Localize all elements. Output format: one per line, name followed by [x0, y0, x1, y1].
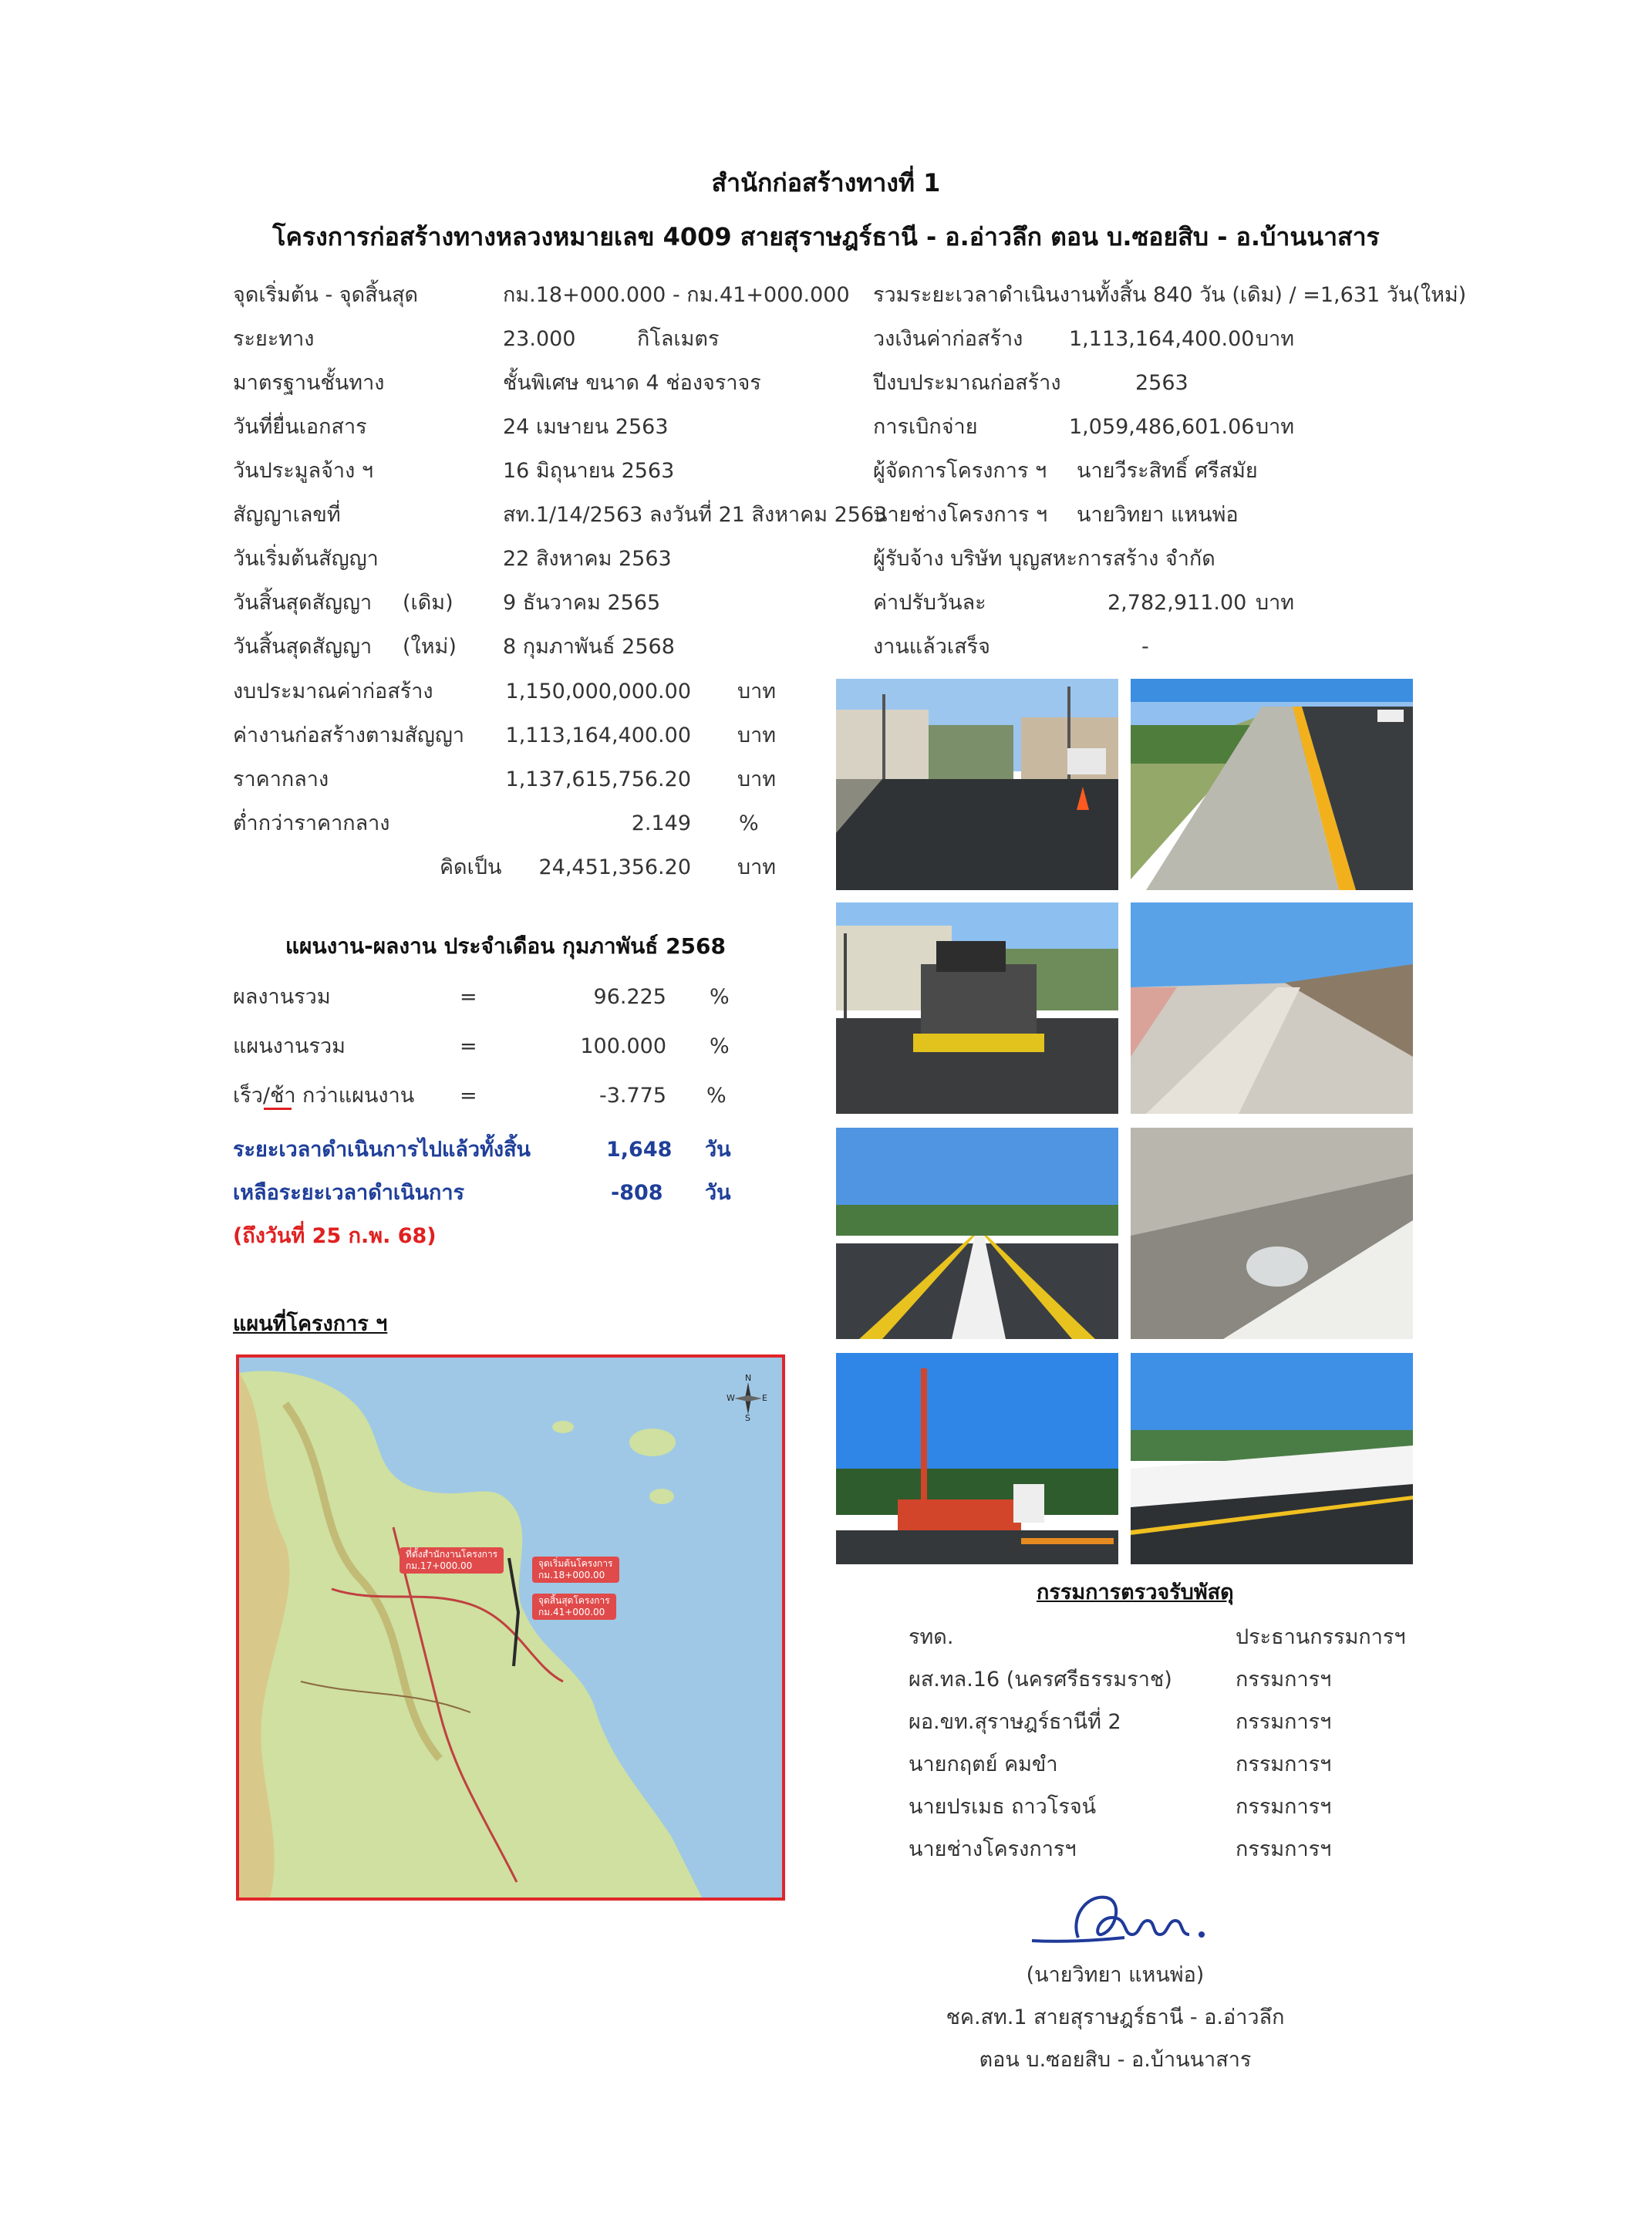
info-note: (ใหม่): [403, 635, 457, 659]
signer-name: (นายวิทยา แหนพ่อ): [1026, 1963, 1205, 1987]
info-label: วันสิ้นสุดสัญญา: [233, 591, 373, 615]
info-label: สัญญาเลขที่: [233, 503, 341, 527]
info-label: วันที่ยื่นเอกสาร: [233, 415, 367, 439]
committee-title: กรรมการตรวจรับพัสดุ: [1037, 1580, 1234, 1604]
info-value: 2,782,911.00: [1108, 591, 1247, 615]
marker-end-km: กม.41+000.00: [538, 1607, 605, 1617]
budget-unit: บาท: [737, 680, 777, 703]
info-value: 1,059,486,601.06: [1069, 415, 1255, 439]
info-label: ผู้จัดการโครงการ ฯ: [873, 459, 1047, 483]
budget-label: ค่างานก่อสร้างตามสัญญา: [233, 724, 465, 747]
progress-unit: %: [706, 1084, 727, 1108]
project-map: [236, 1354, 785, 1901]
progress-value: 96.225: [593, 985, 666, 1009]
budget-value: 24,451,356.20: [538, 855, 691, 879]
compass-west: W: [727, 1393, 735, 1403]
info-label: วันประมูลจ้าง ฯ: [233, 459, 374, 483]
info-value: 24 เมษายน 2563: [503, 415, 669, 439]
info-value: 2563: [1135, 371, 1188, 395]
committee-member: ผอ.ขท.สุราษฎร์ธานีที่ 2: [909, 1710, 1121, 1734]
info-value: 16 มิถุนายน 2563: [503, 459, 675, 483]
budget-value: 1,113,164,400.00: [505, 724, 691, 747]
progress-unit: %: [710, 1034, 730, 1058]
marker-office-km: กม.17+000.00: [406, 1560, 473, 1571]
budget-label: งบประมาณค่าก่อสร้าง: [233, 680, 433, 703]
remaining-label: เหลือระยะเวลาดำเนินการ: [233, 1181, 465, 1205]
compass-south: S: [745, 1413, 750, 1423]
budget-unit: %: [739, 811, 759, 835]
budget-value: 1,150,000,000.00: [505, 680, 691, 703]
committee-role: ประธานกรรมการฯ: [1236, 1625, 1406, 1649]
committee-role: กรรมการฯ: [1236, 1795, 1332, 1819]
budget-label: ราคากลาง: [233, 767, 329, 791]
progress-eq: =: [460, 985, 477, 1009]
project-title: โครงการก่อสร้างทางหลวงหมายเลข 4009 สายสุราษฎร์ธานี - อ.อ่าวลึก ตอน บ.ซอยสิบ - อ.บ้านนาสาร: [272, 222, 1380, 251]
progress-label: แผนงานรวม: [233, 1034, 346, 1058]
compass-north: N: [745, 1373, 752, 1383]
map-title: แผนที่โครงการ ฯ: [233, 1312, 388, 1336]
info-label: งานแล้วเสร็จ: [873, 635, 990, 659]
info-label: ระยะทาง: [233, 327, 315, 351]
committee-role: กรรมการฯ: [1236, 1752, 1332, 1776]
budget-value: 2.149: [631, 811, 691, 835]
progress-eq: =: [460, 1084, 477, 1108]
info-value: 8 กุมภาพันธ์ 2568: [503, 635, 675, 659]
elapsed-value: 1,648: [606, 1138, 673, 1162]
site-photo-pile-rig: [836, 1353, 1118, 1564]
committee-member: ผส.ทล.16 (นครศรีธรรมราช): [909, 1668, 1172, 1692]
info-unit: บาท: [1256, 591, 1295, 615]
info-label: จุดเริ่มต้น - จุดสิ้นสุด: [233, 283, 419, 307]
info-label: วันเริ่มต้นสัญญา: [233, 547, 379, 571]
committee-member: นายกฤตย์ คมขำ: [909, 1752, 1058, 1776]
committee-role: กรรมการฯ: [1236, 1668, 1332, 1692]
remaining-value: -808: [611, 1181, 663, 1205]
site-photo-road-asphalt: [836, 679, 1118, 890]
info-value: นายวิทยา แหนพ่อ: [1077, 503, 1239, 527]
marker-office: [400, 1547, 504, 1574]
info-value: 1,113,164,400.00: [1069, 327, 1255, 351]
info-value: กม.18+000.000 - กม.41+000.000: [503, 283, 850, 307]
info-value: ชั้นพิเศษ ขนาด 4 ช่องจราจร: [503, 371, 761, 395]
signer-position: ชค.สท.1 สายสุราษฎร์ธานี - อ.อ่าวลึก: [946, 2005, 1285, 2029]
committee-member: นายช่างโครงการฯ: [909, 1837, 1077, 1861]
site-photo-underpass: [1131, 1128, 1413, 1339]
map-image: [239, 1358, 782, 1897]
info-value: สท.1/14/2563 ลงวันที่ 21 สิงหาคม 2563: [503, 503, 888, 527]
info-label: ผู้รับจ้าง บริษัท บุญสหะการสร้าง จำกัด: [873, 547, 1215, 571]
compass-east: E: [762, 1393, 767, 1403]
site-photo-concrete-wall: [1131, 902, 1413, 1114]
info-label: ปีงบประมาณก่อสร้าง: [873, 371, 1061, 395]
elapsed-unit: วัน: [705, 1138, 731, 1162]
info-value: นายวีระสิทธิ์ ศรีสมัย: [1077, 459, 1258, 483]
site-photo-barrier: [1131, 1353, 1413, 1564]
progress-label: ผลงานรวม: [233, 985, 331, 1009]
compass-icon: [727, 1373, 770, 1424]
site-photo-finished-road: [836, 1128, 1118, 1339]
progress-unit: %: [710, 985, 730, 1009]
marker-start: [532, 1557, 619, 1583]
info-value: 9 ธันวาคม 2565: [503, 591, 661, 615]
marker-start-km: กม.18+000.00: [538, 1570, 605, 1580]
progress-value: -3.775: [598, 1084, 666, 1108]
committee-role: กรรมการฯ: [1236, 1710, 1332, 1734]
marker-start-label: จุดเริ่มต้นโครงการ: [538, 1558, 613, 1569]
progress-label: เร็ว/ช้า กว่าแผนงาน: [233, 1084, 415, 1108]
budget-unit: บาท: [737, 724, 777, 747]
committee-member: นายปรเมธ ถาวโรจน์: [909, 1795, 1097, 1819]
info-unit: บาท: [1256, 415, 1295, 439]
budget-label: คิดเป็น: [440, 855, 502, 879]
signer-section: ตอน บ.ซอยสิบ - อ.บ้านนาสาร: [979, 2048, 1252, 2072]
committee-member: รทด.: [909, 1625, 954, 1649]
info-unit: บาท: [1256, 327, 1295, 351]
progress-value: 100.000: [580, 1034, 666, 1058]
site-photo-footpath: [1131, 679, 1413, 890]
committee-role: กรรมการฯ: [1236, 1837, 1332, 1861]
budget-unit: บาท: [737, 855, 777, 879]
underline-mark: [264, 1108, 292, 1110]
progress-eq: =: [460, 1034, 477, 1058]
budget-value: 1,137,615,756.20: [505, 767, 691, 791]
elapsed-label: ระยะเวลาดำเนินการไปแล้วทั้งสิ้น: [233, 1138, 531, 1162]
marker-end: [532, 1594, 616, 1620]
progress-title: แผนงาน-ผลงาน ประจำเดือน กุมภาพันธ์ 2568: [285, 933, 726, 959]
info-note: (เดิม): [403, 591, 453, 615]
info-label: นายช่างโครงการ ฯ: [873, 503, 1048, 527]
budget-unit: บาท: [737, 767, 777, 791]
info-value: 23.000: [503, 327, 576, 351]
signature-image: [1032, 1887, 1217, 1956]
info-label: วันสิ้นสุดสัญญา: [233, 635, 373, 659]
info-label: รวมระยะเวลาดำเนินงานทั้งสิ้น 840 วัน (เดิม) / =1,631 วัน(ใหม่): [873, 283, 1467, 307]
info-value: 22 สิงหาคม 2563: [503, 547, 672, 571]
site-photo-paver-machine: [836, 902, 1118, 1114]
budget-label: ต่ำกว่าราคากลาง: [233, 811, 390, 835]
marker-office-label: ที่ตั้งสำนักงานโครงการ: [406, 1549, 498, 1560]
info-label: มาตรฐานชั้นทาง: [233, 371, 385, 395]
info-label: การเบิกจ่าย: [873, 415, 978, 439]
info-label: วงเงินค่าก่อสร้าง: [873, 327, 1023, 351]
info-value: -: [1141, 635, 1149, 659]
info-unit: กิโลเมตร: [637, 327, 720, 351]
as-of-date: (ถึงวันที่ 25 ก.พ. 68): [233, 1224, 437, 1248]
office-title: สำนักก่อสร้างทางที่ 1: [711, 168, 941, 197]
info-label: ค่าปรับวันละ: [873, 591, 986, 615]
remaining-unit: วัน: [705, 1181, 731, 1205]
marker-end-label: จุดสิ้นสุดโครงการ: [538, 1595, 610, 1606]
